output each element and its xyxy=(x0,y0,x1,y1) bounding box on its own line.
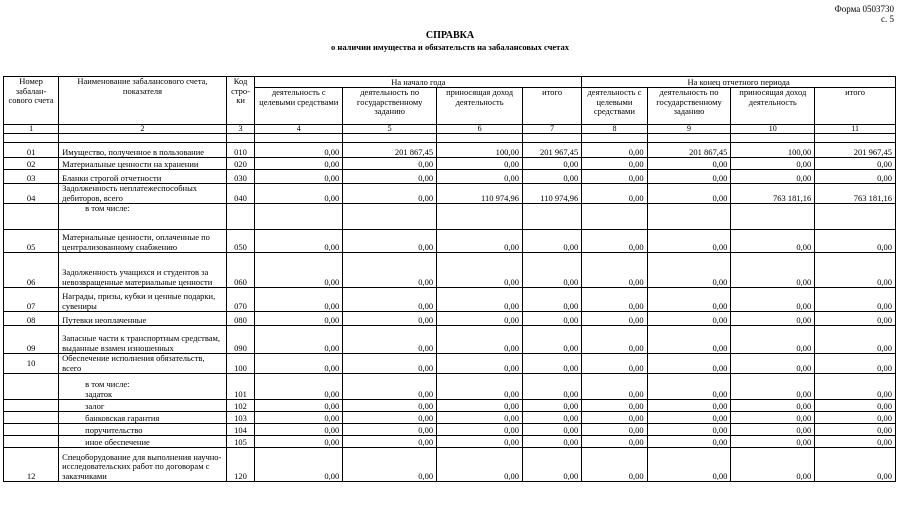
value-cell: 0,00 xyxy=(343,424,437,436)
account-name-cell: Бланки строгой отчетности xyxy=(59,170,227,184)
value-cell: 0,00 xyxy=(815,436,896,448)
value-cell: 0,00 xyxy=(522,312,581,326)
header-start-state-task: деятельность по государственному заданию xyxy=(343,88,437,125)
value-cell: 0,00 xyxy=(582,288,647,312)
value-cell: 0,00 xyxy=(582,326,647,354)
spacer-cell xyxy=(522,134,581,143)
value-cell: 0,00 xyxy=(582,354,647,374)
line-code-cell: 010 xyxy=(226,143,255,158)
account-name-cell: Материальные ценности на хранении xyxy=(59,158,227,170)
value-cell: 0,00 xyxy=(815,424,896,436)
account-number-cell xyxy=(4,204,59,230)
account-number-cell: 06 xyxy=(4,253,59,288)
value-cell: 0,00 xyxy=(731,436,815,448)
value-cell: 0,00 xyxy=(437,354,523,374)
value-cell: 0,00 xyxy=(343,230,437,253)
value-cell: 0,00 xyxy=(255,253,343,288)
value-cell: 0,00 xyxy=(522,288,581,312)
account-name-cell: Путевки неоплаченные xyxy=(59,312,227,326)
value-cell: 0,00 xyxy=(522,436,581,448)
line-code-cell: 102 xyxy=(226,400,255,412)
value-cell: 0,00 xyxy=(343,312,437,326)
value-cell: 0,00 xyxy=(255,400,343,412)
value-cell: 0,00 xyxy=(731,312,815,326)
line-code-cell: 030 xyxy=(226,170,255,184)
value-cell: 0,00 xyxy=(343,436,437,448)
value-cell: 0,00 xyxy=(582,253,647,288)
line-code-cell: 050 xyxy=(226,230,255,253)
spacer-cell xyxy=(437,134,523,143)
value-cell: 0,00 xyxy=(255,158,343,170)
value-cell: 0,00 xyxy=(647,354,731,374)
line-code-cell: 080 xyxy=(226,312,255,326)
value-cell: 0,00 xyxy=(731,230,815,253)
value-cell: 0,00 xyxy=(522,158,581,170)
value-cell: 0,00 xyxy=(647,170,731,184)
header-account-name: Наименование забалансового счета, показателя xyxy=(59,77,227,125)
value-cell: 0,00 xyxy=(255,184,343,204)
line-code-cell: 060 xyxy=(226,253,255,288)
account-name-cell: поручительство xyxy=(59,424,227,436)
value-cell: 0,00 xyxy=(731,424,815,436)
value-cell: 0,00 xyxy=(522,374,581,400)
value-cell: 0,00 xyxy=(731,354,815,374)
value-cell: 0,00 xyxy=(647,436,731,448)
value-cell: 0,00 xyxy=(522,448,581,482)
value-cell: 0,00 xyxy=(343,374,437,400)
value-cell: 0,00 xyxy=(437,424,523,436)
column-number: 2 xyxy=(59,125,227,134)
account-name-cell: Обеспечение исполнения обязательств, всего xyxy=(59,354,227,374)
value-cell xyxy=(255,204,343,230)
value-cell: 0,00 xyxy=(437,374,523,400)
value-cell xyxy=(731,204,815,230)
value-cell: 0,00 xyxy=(522,326,581,354)
line-code-cell: 070 xyxy=(226,288,255,312)
value-cell: 201 967,45 xyxy=(815,143,896,158)
value-cell: 0,00 xyxy=(815,312,896,326)
account-number-cell: 01 xyxy=(4,143,59,158)
value-cell xyxy=(522,204,581,230)
table-row xyxy=(4,253,896,288)
account-number-cell: 08 xyxy=(4,312,59,326)
value-cell: 0,00 xyxy=(582,158,647,170)
line-code-cell: 040 xyxy=(226,184,255,204)
spacer-cell xyxy=(815,134,896,143)
column-number: 9 xyxy=(647,125,731,134)
account-number-cell: 03 xyxy=(4,170,59,184)
line-code-cell: 103 xyxy=(226,412,255,424)
value-cell: 100,00 xyxy=(731,143,815,158)
document-subtitle: о наличии имущества и обязательств на забалансовых счетах xyxy=(331,42,569,52)
value-cell: 0,00 xyxy=(731,400,815,412)
value-cell: 0,00 xyxy=(815,170,896,184)
account-name-cell: Спецоборудование для выполнения научно-исследовательских работ по договорам с заказчиками xyxy=(59,448,227,482)
value-cell: 0,00 xyxy=(731,374,815,400)
value-cell: 0,00 xyxy=(647,230,731,253)
value-cell xyxy=(437,204,523,230)
account-number-cell xyxy=(4,424,59,436)
value-cell: 0,00 xyxy=(437,312,523,326)
value-cell: 0,00 xyxy=(522,230,581,253)
value-cell: 0,00 xyxy=(731,448,815,482)
value-cell: 100,00 xyxy=(437,143,523,158)
line-code-cell: 101 xyxy=(226,374,255,400)
value-cell: 0,00 xyxy=(255,170,343,184)
value-cell: 0,00 xyxy=(731,170,815,184)
value-cell: 201 867,45 xyxy=(343,143,437,158)
table-row xyxy=(4,184,896,204)
line-code-cell: 104 xyxy=(226,424,255,436)
off-balance-table xyxy=(3,76,896,482)
table-row xyxy=(4,170,896,184)
line-code-cell: 105 xyxy=(226,436,255,448)
header-start-targeted: деятельность с целевыми средствами xyxy=(255,88,343,125)
account-number-cell: 09 xyxy=(4,326,59,354)
value-cell: 0,00 xyxy=(343,412,437,424)
value-cell: 0,00 xyxy=(522,170,581,184)
value-cell: 0,00 xyxy=(255,326,343,354)
column-number: 8 xyxy=(582,125,647,134)
value-cell: 0,00 xyxy=(647,400,731,412)
value-cell: 0,00 xyxy=(255,288,343,312)
column-number: 11 xyxy=(815,125,896,134)
column-number: 1 xyxy=(4,125,59,134)
form-number: Форма 0503730 xyxy=(834,4,894,14)
value-cell xyxy=(582,204,647,230)
value-cell: 0,00 xyxy=(343,354,437,374)
table-row xyxy=(4,204,896,230)
value-cell: 0,00 xyxy=(522,424,581,436)
value-cell: 0,00 xyxy=(647,412,731,424)
value-cell: 110 974,96 xyxy=(522,184,581,204)
spacer-cell xyxy=(582,134,647,143)
account-name-cell: банковская гарантия xyxy=(59,412,227,424)
header-start-total: итого xyxy=(522,88,581,125)
value-cell: 0,00 xyxy=(343,158,437,170)
value-cell: 0,00 xyxy=(731,288,815,312)
header-start-of-year: На начало года xyxy=(255,77,582,88)
value-cell: 0,00 xyxy=(255,143,343,158)
account-number-cell xyxy=(4,412,59,424)
spacer-cell xyxy=(731,134,815,143)
column-number: 4 xyxy=(255,125,343,134)
value-cell: 0,00 xyxy=(731,326,815,354)
value-cell xyxy=(647,204,731,230)
account-name-cell: в том числе: задаток xyxy=(59,374,227,400)
document-title: СПРАВКА xyxy=(425,30,475,41)
value-cell: 0,00 xyxy=(731,412,815,424)
header-end-state-task: деятельность по государственному заданию xyxy=(647,88,731,125)
value-cell: 0,00 xyxy=(582,374,647,400)
account-number-cell: 05 xyxy=(4,230,59,253)
value-cell: 0,00 xyxy=(815,374,896,400)
value-cell: 0,00 xyxy=(731,158,815,170)
line-code-cell: 090 xyxy=(226,326,255,354)
value-cell: 0,00 xyxy=(815,253,896,288)
value-cell: 0,00 xyxy=(815,158,896,170)
value-cell: 0,00 xyxy=(647,312,731,326)
value-cell: 0,00 xyxy=(437,448,523,482)
account-number-cell xyxy=(4,400,59,412)
value-cell: 0,00 xyxy=(815,230,896,253)
header-end-income: приносящая доход деятельность xyxy=(731,88,815,125)
line-code-cell: 020 xyxy=(226,158,255,170)
value-cell: 0,00 xyxy=(647,448,731,482)
value-cell: 0,00 xyxy=(343,170,437,184)
account-name-cell: Задолженность неплатежеспособных дебиторов, всего xyxy=(59,184,227,204)
form-number-block xyxy=(835,4,894,24)
value-cell: 0,00 xyxy=(343,400,437,412)
table-row xyxy=(4,312,896,326)
account-name-cell: иное обеспечение xyxy=(59,436,227,448)
value-cell: 110 974,96 xyxy=(437,184,523,204)
table-row xyxy=(4,354,896,374)
column-number: 3 xyxy=(226,125,255,134)
header-account-number: Номер забалан-сового счета xyxy=(4,77,59,125)
value-cell: 0,00 xyxy=(255,412,343,424)
value-cell: 0,00 xyxy=(582,184,647,204)
table-row xyxy=(4,158,896,170)
header-end-total: итого xyxy=(815,88,896,125)
table-row xyxy=(4,412,896,424)
value-cell: 0,00 xyxy=(437,158,523,170)
account-name-cell: в том числе: xyxy=(59,204,227,230)
value-cell: 763 181,16 xyxy=(815,184,896,204)
value-cell: 0,00 xyxy=(255,374,343,400)
value-cell: 0,00 xyxy=(647,326,731,354)
value-cell: 0,00 xyxy=(437,436,523,448)
value-cell: 0,00 xyxy=(647,184,731,204)
value-cell: 201 967,45 xyxy=(522,143,581,158)
account-name-cell: Награды, призы, кубки и ценные подарки, сувениры xyxy=(59,288,227,312)
table-row xyxy=(4,143,896,158)
account-number-cell: 07 xyxy=(4,288,59,312)
value-cell: 0,00 xyxy=(255,312,343,326)
table-row xyxy=(4,436,896,448)
value-cell: 0,00 xyxy=(522,400,581,412)
header-end-of-period: На конец отчетного периода xyxy=(582,77,896,88)
value-cell: 0,00 xyxy=(582,448,647,482)
table-row xyxy=(4,400,896,412)
column-number: 6 xyxy=(437,125,523,134)
value-cell: 201 867,45 xyxy=(647,143,731,158)
header-line-code: Код стро-ки xyxy=(226,77,255,125)
value-cell: 0,00 xyxy=(343,448,437,482)
table-row xyxy=(4,326,896,354)
value-cell: 0,00 xyxy=(815,288,896,312)
value-cell: 0,00 xyxy=(647,424,731,436)
account-number-cell: 10 xyxy=(4,354,59,374)
value-cell: 0,00 xyxy=(647,288,731,312)
value-cell: 0,00 xyxy=(437,412,523,424)
value-cell: 0,00 xyxy=(255,436,343,448)
account-number-cell: 02 xyxy=(4,158,59,170)
value-cell: 0,00 xyxy=(255,448,343,482)
value-cell: 0,00 xyxy=(731,253,815,288)
value-cell: 0,00 xyxy=(815,400,896,412)
value-cell: 0,00 xyxy=(437,253,523,288)
value-cell: 0,00 xyxy=(582,143,647,158)
value-cell: 0,00 xyxy=(582,400,647,412)
value-cell: 0,00 xyxy=(582,312,647,326)
spacer-cell xyxy=(343,134,437,143)
value-cell: 0,00 xyxy=(343,184,437,204)
value-cell: 0,00 xyxy=(437,170,523,184)
value-cell: 0,00 xyxy=(255,424,343,436)
account-name-cell: Имущество, полученное в пользование xyxy=(59,143,227,158)
value-cell: 0,00 xyxy=(343,288,437,312)
value-cell: 0,00 xyxy=(647,253,731,288)
account-number-cell xyxy=(4,436,59,448)
table-row xyxy=(4,288,896,312)
header-start-income: приносящая доход деятельность xyxy=(437,88,523,125)
line-code-cell xyxy=(226,204,255,230)
account-name-cell: Задолженность учащихся и студентов за невозвращенные материальные ценности xyxy=(59,253,227,288)
value-cell: 0,00 xyxy=(647,158,731,170)
account-name-cell: Материальные ценности, оплаченные по централизованному снабжению xyxy=(59,230,227,253)
column-number: 7 xyxy=(522,125,581,134)
value-cell: 763 181,16 xyxy=(731,184,815,204)
value-cell: 0,00 xyxy=(815,326,896,354)
value-cell: 0,00 xyxy=(522,354,581,374)
value-cell: 0,00 xyxy=(582,170,647,184)
line-code-cell: 100 xyxy=(226,354,255,374)
value-cell xyxy=(343,204,437,230)
value-cell xyxy=(815,204,896,230)
header-end-targeted: деятельность с целевыми средствами xyxy=(582,88,647,125)
account-name-cell: Запасные части к транспортным средствам, выданные взамен изношенных xyxy=(59,326,227,354)
value-cell: 0,00 xyxy=(255,230,343,253)
table-row xyxy=(4,374,896,400)
account-number-cell: 12 xyxy=(4,448,59,482)
column-number: 10 xyxy=(731,125,815,134)
spacer-cell xyxy=(226,134,255,143)
spacer-cell xyxy=(647,134,731,143)
value-cell: 0,00 xyxy=(582,230,647,253)
value-cell: 0,00 xyxy=(582,436,647,448)
value-cell: 0,00 xyxy=(437,230,523,253)
spacer-cell xyxy=(59,134,227,143)
page-number: с. 5 xyxy=(881,14,894,24)
value-cell: 0,00 xyxy=(343,326,437,354)
column-number: 5 xyxy=(343,125,437,134)
account-number-cell xyxy=(4,374,59,400)
value-cell: 0,00 xyxy=(647,374,731,400)
value-cell: 0,00 xyxy=(815,354,896,374)
account-name-cell: залог xyxy=(59,400,227,412)
value-cell: 0,00 xyxy=(522,412,581,424)
table-row xyxy=(4,448,896,482)
value-cell: 0,00 xyxy=(582,412,647,424)
spacer-cell xyxy=(255,134,343,143)
value-cell: 0,00 xyxy=(815,448,896,482)
table-row xyxy=(4,424,896,436)
value-cell: 0,00 xyxy=(437,400,523,412)
value-cell: 0,00 xyxy=(522,253,581,288)
spacer-cell xyxy=(4,134,59,143)
value-cell: 0,00 xyxy=(343,253,437,288)
value-cell: 0,00 xyxy=(255,354,343,374)
value-cell: 0,00 xyxy=(582,424,647,436)
value-cell: 0,00 xyxy=(437,326,523,354)
value-cell: 0,00 xyxy=(437,288,523,312)
line-code-cell: 120 xyxy=(226,448,255,482)
value-cell: 0,00 xyxy=(815,412,896,424)
table-row xyxy=(4,230,896,253)
account-number-cell: 04 xyxy=(4,184,59,204)
